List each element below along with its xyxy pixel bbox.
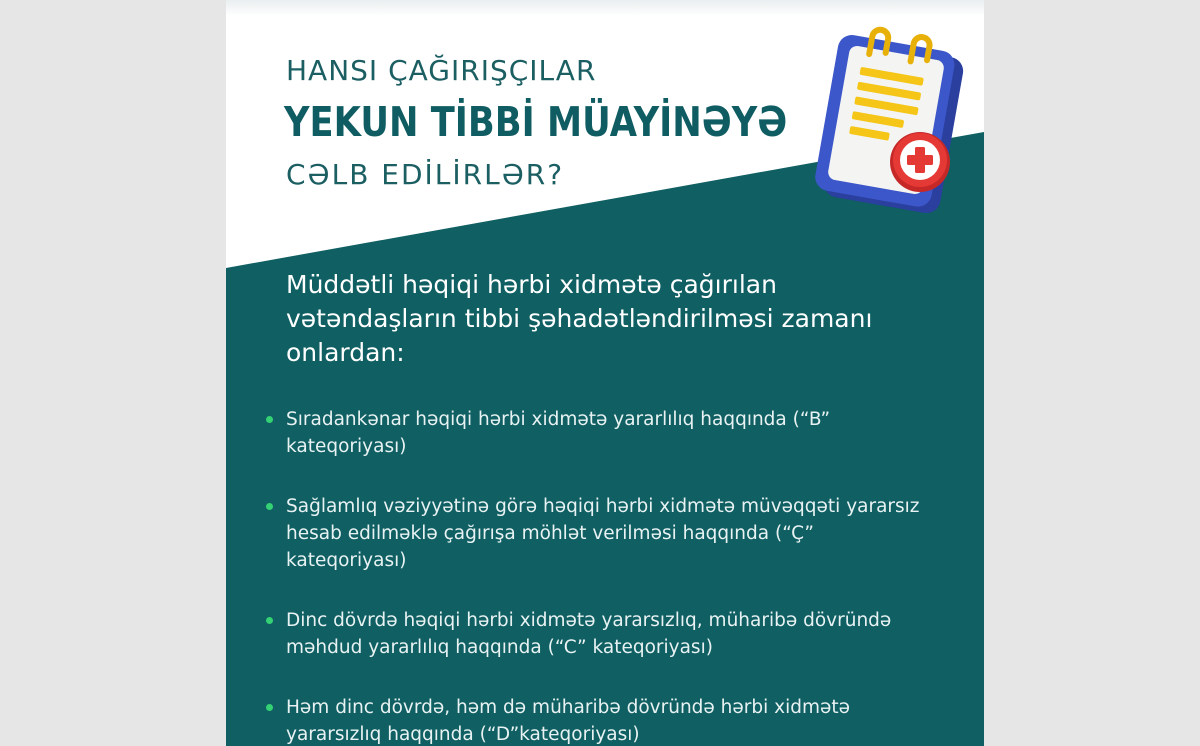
list-item-text: Sağlamlıq vəziyyətinə görə həqiqi hərbi xidmətə müvəqqəti yararsız hesab edilməklə çağırışa möhlət verilməsi haqqında (“Ç” kateqoriyası): [286, 496, 920, 571]
list-item: [266, 406, 926, 460]
list-item-text: Həm dinc dövrdə, həm də müharibə dövründə hərbi xidmətə yararsızlıq haqqında (“D”kateqoriyası): [286, 697, 851, 745]
bullet-dot-icon: [266, 704, 273, 711]
title-line-3: CƏLB EDİLİRLƏR?: [286, 158, 565, 191]
list-item-text: Dinc dövrdə həqiqi hərbi xidmətə yararsızlıq, müharibə dövründə məhdud yararlılıq haqqında (“C” kateqoriyası): [286, 610, 892, 658]
top-fade: [226, 0, 984, 16]
list-item: [266, 607, 926, 661]
infographic-page: [226, 0, 984, 746]
bullet-dot-icon: [266, 503, 273, 510]
list-item: [266, 493, 926, 574]
bullet-dot-icon: [266, 416, 273, 423]
list-item-text: Sıradankənar həqiqi hərbi xidmətə yararlılıq haqqında (“B” kateqoriyası): [286, 409, 831, 457]
intro-text: Müddətli həqiqi hərbi xidmətə çağırılan vətəndaşların tibbi şəhadətləndirilməsi zamanı onlardan:: [286, 270, 873, 367]
category-list: [266, 406, 926, 746]
title-line-2: YEKUN TİBBİ MÜAYİNƏYƏ: [284, 98, 788, 146]
title-line-1: HANSI ÇAĞIRIŞÇILAR: [286, 54, 597, 87]
medical-notepad-icon: [812, 20, 972, 220]
bullet-dot-icon: [266, 617, 273, 624]
list-item: [266, 694, 926, 746]
